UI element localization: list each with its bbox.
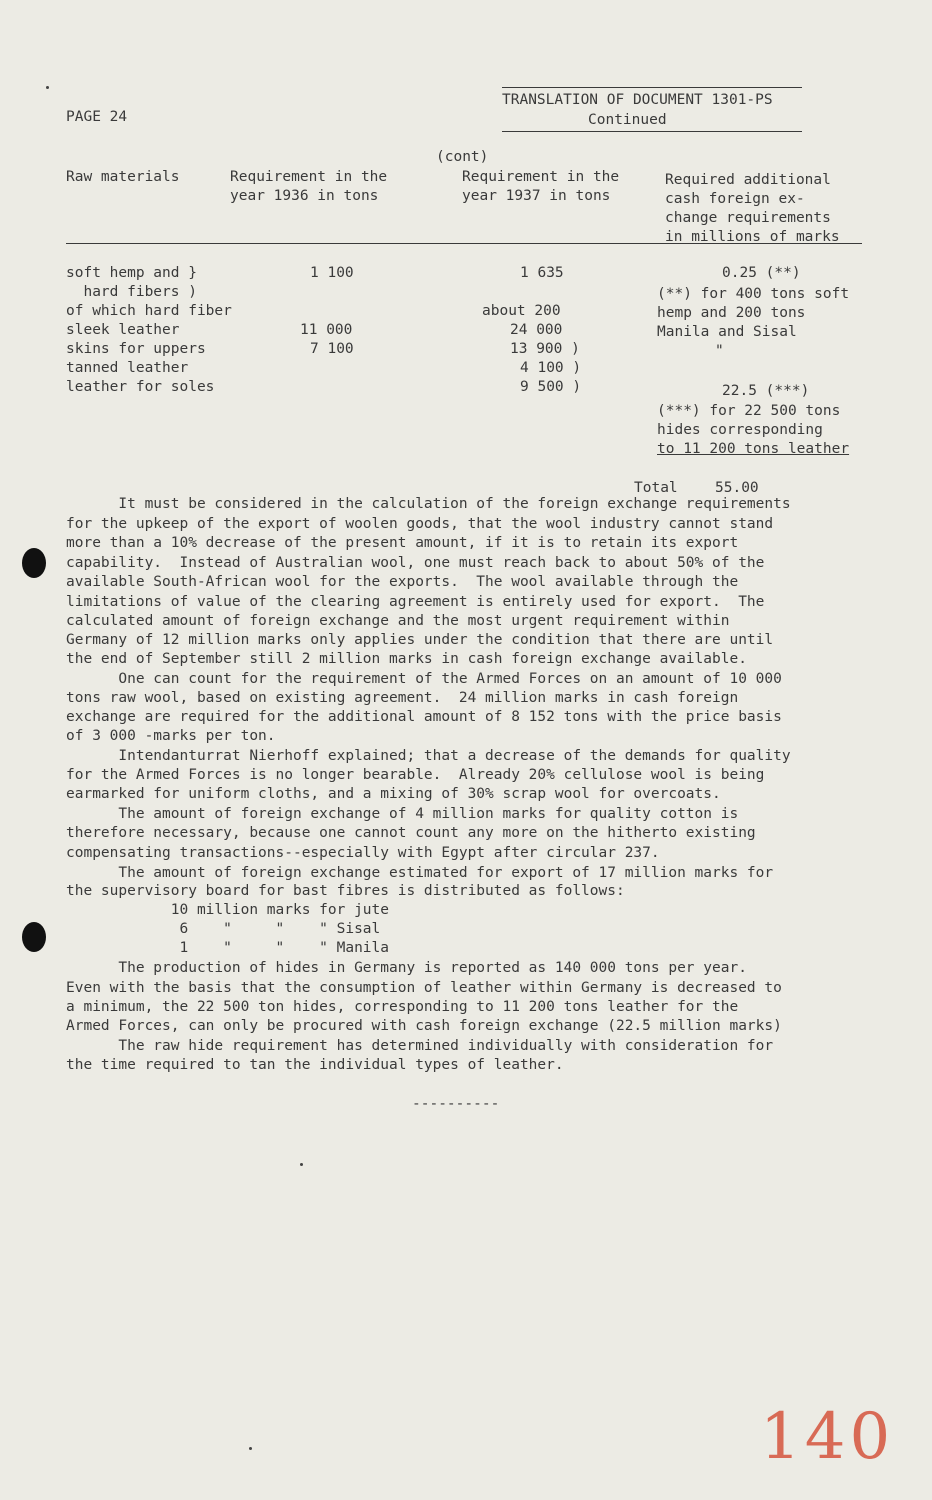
value-1937: 4 100 )	[520, 360, 582, 376]
note-line: Manila and Sisal	[657, 324, 797, 340]
header-foreign-line4: in millions of marks	[665, 229, 840, 245]
header-1937-line1: Requirement in the	[462, 169, 620, 185]
document-title: TRANSLATION OF DOCUMENT 1301-PS	[502, 92, 773, 108]
table-header-rule	[66, 243, 862, 244]
body-line: 10 million marks for jute	[66, 902, 390, 918]
material-row: soft hemp and }	[66, 265, 197, 281]
header-foreign-line1: Required additional	[665, 172, 831, 188]
note-line: 0.25 (**)	[722, 265, 801, 281]
value-1937: 24 000	[510, 322, 563, 338]
body-line: 1 " " " Manila	[66, 940, 390, 956]
material-row: leather for soles	[66, 379, 215, 395]
header-1936-line2: year 1936 in tons	[230, 188, 379, 204]
value-1937: 1 635	[520, 265, 564, 281]
header-1936-line1: Requirement in the	[230, 169, 388, 185]
total-value: 55.00	[715, 480, 759, 496]
body-line: available South-African wool for the exports. The wool available through the	[66, 574, 739, 590]
page-stamp-number: 140	[760, 1400, 895, 1474]
body-line: One can count for the requirement of the Armed Forces on an amount of 10 000	[66, 671, 782, 687]
value-1936: 1 100	[310, 265, 354, 281]
body-line: calculated amount of foreign exchange and the most urgent requirement within	[66, 613, 730, 629]
value-1937: 13 900 )	[510, 341, 580, 357]
header-foreign-line3: change requirements	[665, 210, 831, 226]
body-line: for the Armed Forces is no longer bearable. Already 20% cellulose wool is being	[66, 767, 765, 783]
body-line: the end of September still 2 million marks in cash foreign exchange available.	[66, 651, 747, 667]
body-line: capability. Instead of Australian wool, one must reach back to about 50% of the	[66, 555, 765, 571]
body-line: a minimum, the 22 500 ton hides, corresponding to 11 200 tons leather for the	[66, 999, 739, 1015]
body-line: exchange are required for the additional amount of 8 152 tons with the price basis	[66, 709, 782, 725]
body-line: The raw hide requirement has determined individually with consideration for	[66, 1038, 774, 1054]
body-line: limitations of value of the clearing agreement is entirely used for export. The	[66, 594, 765, 610]
body-line: more than a 10% decrease of the present amount, if it is to retain its export	[66, 535, 739, 551]
body-line: of 3 000 -marks per ton.	[66, 728, 276, 744]
body-line: It must be considered in the calculation of the foreign exchange requirements	[66, 496, 791, 512]
page-number: PAGE 24	[66, 109, 128, 125]
body-line: The amount of foreign exchange estimated for export of 17 million marks for	[66, 865, 774, 881]
body-line: 6 " " " Sisal	[66, 921, 381, 937]
document-subtitle: Continued	[588, 112, 667, 128]
end-rule: ----------	[412, 1096, 500, 1112]
header-1937-line2: year 1937 in tons	[462, 188, 611, 204]
header-foreign-line2: cash foreign ex-	[665, 191, 805, 207]
note-line: to 11 200 tons leather	[657, 441, 850, 457]
speck	[300, 1163, 303, 1166]
title-top-rule	[502, 87, 802, 88]
material-row: hard fibers )	[66, 284, 197, 300]
material-row: sleek leather	[66, 322, 180, 338]
body-line: the supervisory board for bast fibres is distributed as follows:	[66, 883, 625, 899]
body-line: Even with the basis that the consumption of leather within Germany is decreased to	[66, 980, 782, 996]
body-line: for the upkeep of the export of woolen goods, that the wool industry cannot stand	[66, 516, 774, 532]
body-line: earmarked for uniform cloths, and a mixing of 30% scrap wool for overcoats.	[66, 786, 721, 802]
speck	[46, 86, 49, 89]
material-row: of which hard fiber	[66, 303, 232, 319]
note-line: hemp and 200 tons	[657, 305, 806, 321]
header-raw-materials: Raw materials	[66, 169, 180, 185]
title-bottom-rule	[502, 131, 802, 132]
note-line: (***) for 22 500 tons	[657, 403, 841, 419]
body-line: Germany of 12 million marks only applies under the condition that there are until	[66, 632, 774, 648]
body-line: compensating transactions--especially with Egypt after circular 237.	[66, 845, 660, 861]
note-line: (**) for 400 tons soft	[657, 286, 850, 302]
value-1936: 7 100	[310, 341, 354, 357]
note-line: 22.5 (***)	[722, 383, 810, 399]
table-cont-label: (cont)	[436, 149, 489, 165]
body-line: therefore necessary, because one cannot count any more on the hitherto existing	[66, 825, 756, 841]
punch-hole	[22, 922, 46, 952]
body-line: the time required to tan the individual types of leather.	[66, 1057, 564, 1073]
speck	[249, 1447, 252, 1450]
value-1937: 9 500 )	[520, 379, 582, 395]
punch-hole	[22, 548, 46, 578]
note-ditto: "	[715, 343, 724, 359]
total-label: Total	[634, 480, 678, 496]
body-line: tons raw wool, based on existing agreement. 24 million marks in cash foreign	[66, 690, 739, 706]
body-line: Armed Forces, can only be procured with cash foreign exchange (22.5 million marks)	[66, 1018, 782, 1034]
material-row: skins for uppers	[66, 341, 206, 357]
value-1936: 11 000	[300, 322, 353, 338]
note-line: hides corresponding	[657, 422, 823, 438]
body-line: Intendanturrat Nierhoff explained; that a decrease of the demands for quality	[66, 748, 791, 764]
value-1937: about 200	[482, 303, 561, 319]
body-line: The production of hides in Germany is reported as 140 000 tons per year.	[66, 960, 747, 976]
material-row: tanned leather	[66, 360, 189, 376]
body-line: The amount of foreign exchange of 4 million marks for quality cotton is	[66, 806, 739, 822]
